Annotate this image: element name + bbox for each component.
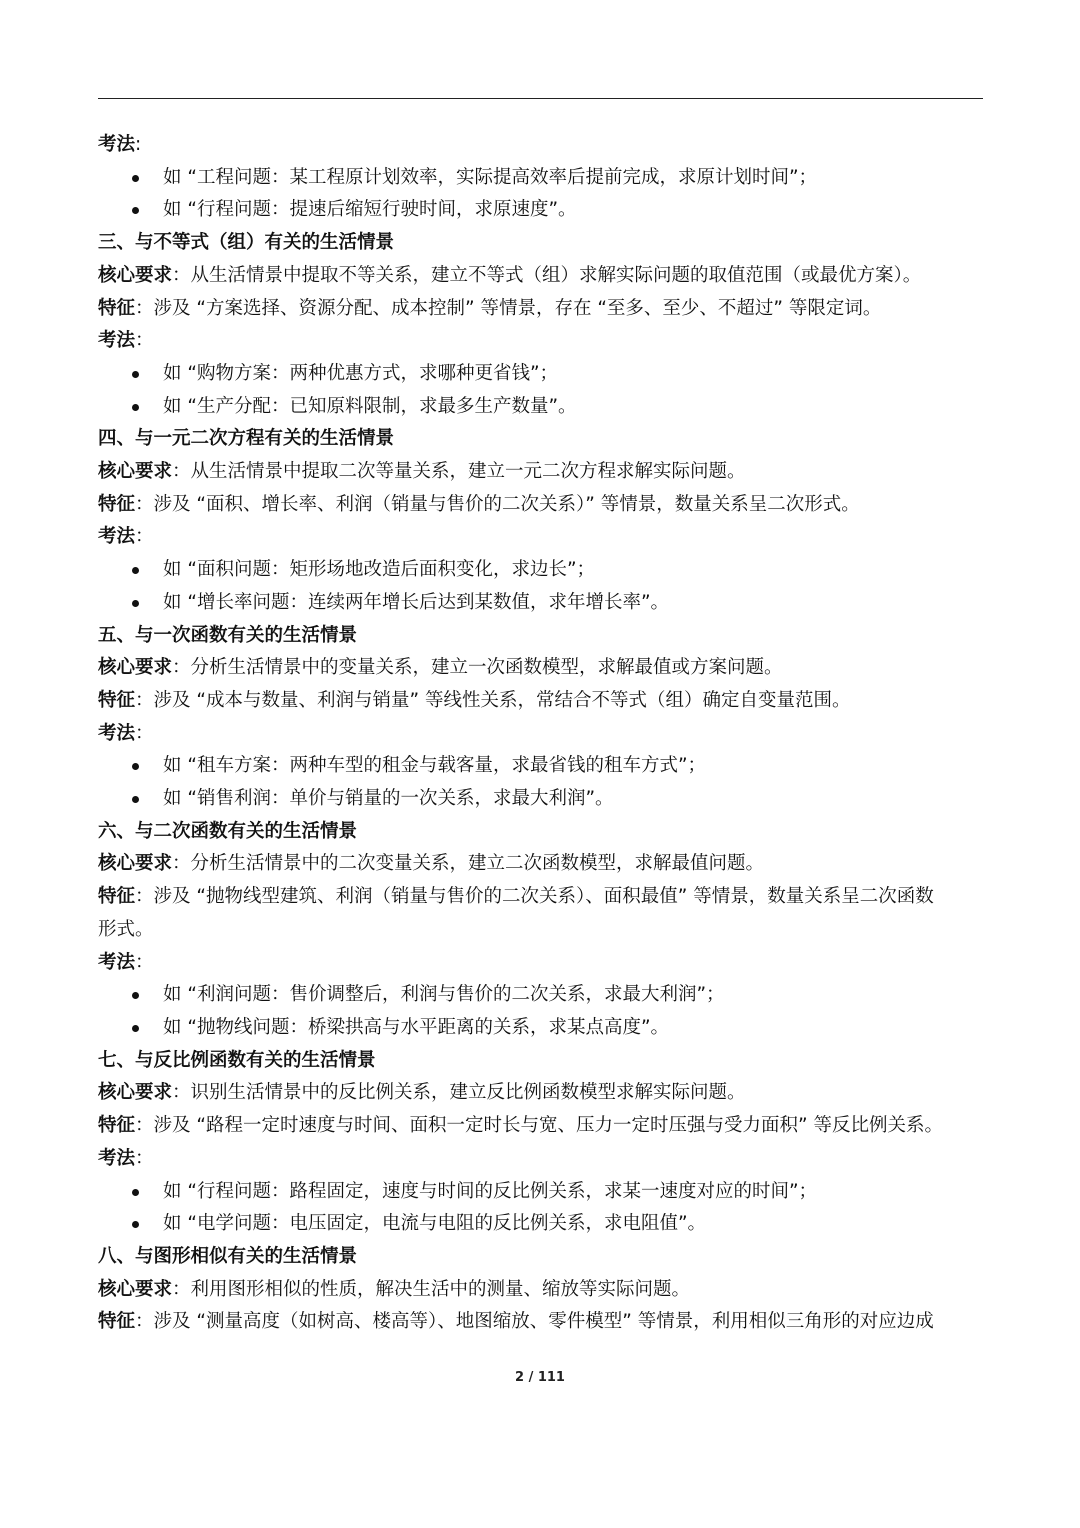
paragraph-text: : xyxy=(135,134,142,155)
header-rule xyxy=(98,98,983,99)
paragraph-text: ： xyxy=(135,722,154,744)
paragraph-text: ：利用图形相似的性质，解决生活中的测量、缩放等实际问题。 xyxy=(172,1278,691,1300)
paragraph-text: ： xyxy=(135,330,154,352)
paragraph-text: ：涉及 “方案选择、资源分配、成本控制” 等情景，存在 “至多、至少、不超过” 等限定词。 xyxy=(135,297,882,319)
bullet-dot-icon xyxy=(132,992,139,999)
list-item-text: 如 “电学问题：电压固定，电流与电阻的反比例关系，求电阻值”。 xyxy=(163,1213,707,1235)
bullet-dot-icon xyxy=(132,1025,139,1032)
paragraph-text: ：涉及 “抛物线型建筑、利润（销量与售价的二次关系）、面积最值” 等情景，数量关系呈二次函数 xyxy=(135,886,934,908)
labeled-paragraph xyxy=(98,456,983,489)
labeled-paragraph xyxy=(98,129,983,162)
list-item-text: 如 “增长率问题：连续两年增长后达到某数值，求年增长率”。 xyxy=(163,591,670,613)
bullet-dot-icon xyxy=(132,371,139,378)
labeled-paragraph xyxy=(98,1077,983,1110)
labeled-paragraph xyxy=(98,685,983,718)
list-item-text: 如 “工程问题：某工程原计划效率，实际提高效率后提前完成，求原计划时间”； xyxy=(163,166,818,188)
labeled-paragraph xyxy=(98,718,983,751)
bullet-dot-icon xyxy=(132,404,139,411)
section-heading: 五、与一次函数有关的生活情景 xyxy=(98,624,358,646)
bullet-dot-icon xyxy=(132,1189,139,1196)
paragraph-label: 核心要求 xyxy=(98,1278,173,1300)
paragraph-label: 特征 xyxy=(98,297,136,319)
labeled-paragraph xyxy=(98,1110,983,1143)
list-item xyxy=(98,587,983,620)
list-item xyxy=(98,783,983,816)
list-item-text: 如 “面积问题：矩形场地改造后面积变化，求边长”； xyxy=(163,559,596,581)
paragraph-text: ： xyxy=(135,526,154,548)
list-item-text: 如 “利润问题：售价调整后，利润与售价的二次关系，求最大利润”； xyxy=(163,984,725,1006)
labeled-paragraph xyxy=(98,260,983,293)
paragraph-label: 特征 xyxy=(98,1115,136,1137)
paragraph-label: 核心要求 xyxy=(98,657,173,679)
paragraph-label: 特征 xyxy=(98,689,136,711)
labeled-paragraph xyxy=(98,489,983,522)
list-item xyxy=(98,194,983,227)
section-heading: 八、与图形相似有关的生活情景 xyxy=(98,1245,358,1267)
list-item xyxy=(98,162,983,195)
paragraph-label: 考法 xyxy=(98,951,136,973)
labeled-paragraph xyxy=(98,881,983,914)
paragraph-label: 特征 xyxy=(98,886,136,908)
paragraph-label: 核心要求 xyxy=(98,853,173,875)
paragraph-label: 核心要求 xyxy=(98,1082,173,1104)
bullet-dot-icon xyxy=(132,207,139,214)
paragraph-label: 特征 xyxy=(98,1311,136,1333)
paragraph-label: 特征 xyxy=(98,493,136,515)
section-heading: 四、与一元二次方程有关的生活情景 xyxy=(98,428,395,450)
bullet-dot-icon xyxy=(132,567,139,574)
bullet-dot-icon xyxy=(132,600,139,607)
paragraph-label: 核心要求 xyxy=(98,461,173,483)
paragraph-text: ：从生活情景中提取不等关系，建立不等式（组）求解实际问题的取值范围（或最优方案）。 xyxy=(172,264,922,286)
list-item-text: 如 “抛物线问题：桥梁拱高与水平距离的关系，求某点高度”。 xyxy=(163,1016,670,1038)
list-item xyxy=(98,1012,983,1045)
list-item-text: 如 “行程问题：路程固定，速度与时间的反比例关系，求某一速度对应的时间”； xyxy=(163,1180,818,1202)
paragraph-text: ：涉及 “路程一定时速度与时间、面积一定时长与宽、压力一定时压强与受力面积” 等反比例关系。 xyxy=(135,1115,943,1137)
page-number: 2 / 111 xyxy=(515,1370,565,1385)
paragraph-label: 核心要求 xyxy=(98,264,173,286)
section-heading: 六、与二次函数有关的生活情景 xyxy=(98,820,358,842)
list-item-text: 如 “租车方案：两种车型的租金与载客量，求最省钱的租车方式”； xyxy=(163,755,707,777)
paragraph-text: ：分析生活情景中的二次变量关系，建立二次函数模型，求解最值问题。 xyxy=(172,853,765,875)
labeled-paragraph xyxy=(98,325,983,358)
paragraph-label: 考法 xyxy=(98,722,136,744)
paragraph-label: 考法 xyxy=(98,526,136,548)
labeled-paragraph xyxy=(98,521,983,554)
list-item xyxy=(98,979,983,1012)
labeled-paragraph xyxy=(98,1306,983,1339)
list-item xyxy=(98,1176,983,1209)
paragraph-text: ：识别生活情景中的反比例关系，建立反比例函数模型求解实际问题。 xyxy=(172,1082,746,1104)
labeled-paragraph xyxy=(98,848,983,881)
bullet-dot-icon xyxy=(132,1221,139,1228)
document-body xyxy=(98,129,983,1339)
paragraph-label: 考法 xyxy=(98,330,136,352)
paragraph-text: ：从生活情景中提取二次等量关系，建立一元二次方程求解实际问题。 xyxy=(172,461,746,483)
list-item-text: 如 “销售利润：单价与销量的一次关系，求最大利润”。 xyxy=(163,788,614,810)
list-item-text: 如 “行程问题：提速后缩短行驶时间，求原速度”。 xyxy=(163,199,577,221)
labeled-paragraph xyxy=(98,1274,983,1307)
paragraph-label: 考法 xyxy=(98,1147,136,1169)
paragraph-text: ：分析生活情景中的变量关系，建立一次函数模型，求解最值或方案问题。 xyxy=(172,657,783,679)
section-heading: 七、与反比例函数有关的生活情景 xyxy=(98,1049,376,1071)
labeled-paragraph xyxy=(98,947,983,980)
section-heading: 三、与不等式（组）有关的生活情景 xyxy=(98,232,395,254)
labeled-paragraph xyxy=(98,293,983,326)
paragraph-text: ：涉及 “测量高度（如树高、楼高等）、地图缩放、零件模型” 等情景，利用相似三角形的对应边成 xyxy=(135,1311,934,1333)
list-item-text: 如 “购物方案：两种优惠方式，求哪种更省钱”； xyxy=(163,362,559,384)
paragraph-label: 考法 xyxy=(98,134,136,155)
bullet-dot-icon xyxy=(132,175,139,182)
list-item xyxy=(98,358,983,391)
paragraph-text: ： xyxy=(135,1147,154,1169)
paragraph-text: ： xyxy=(135,951,154,973)
paragraph-text: ：涉及 “面积、增长率、利润（销量与售价的二次关系）” 等情景，数量关系呈二次形式。 xyxy=(135,493,860,515)
paragraph-continuation: 形式。 xyxy=(98,918,154,940)
list-item-text: 如 “生产分配：已知原料限制，求最多生产数量”。 xyxy=(163,395,577,417)
list-item xyxy=(98,1208,983,1241)
bullet-dot-icon xyxy=(132,796,139,803)
paragraph-text: ：涉及 “成本与数量、利润与销量” 等线性关系，常结合不等式（组）确定自变量范围。 xyxy=(135,689,851,711)
list-item xyxy=(98,554,983,587)
list-item xyxy=(98,391,983,424)
bullet-dot-icon xyxy=(132,763,139,770)
list-item xyxy=(98,750,983,783)
labeled-paragraph xyxy=(98,1143,983,1176)
labeled-paragraph xyxy=(98,652,983,685)
